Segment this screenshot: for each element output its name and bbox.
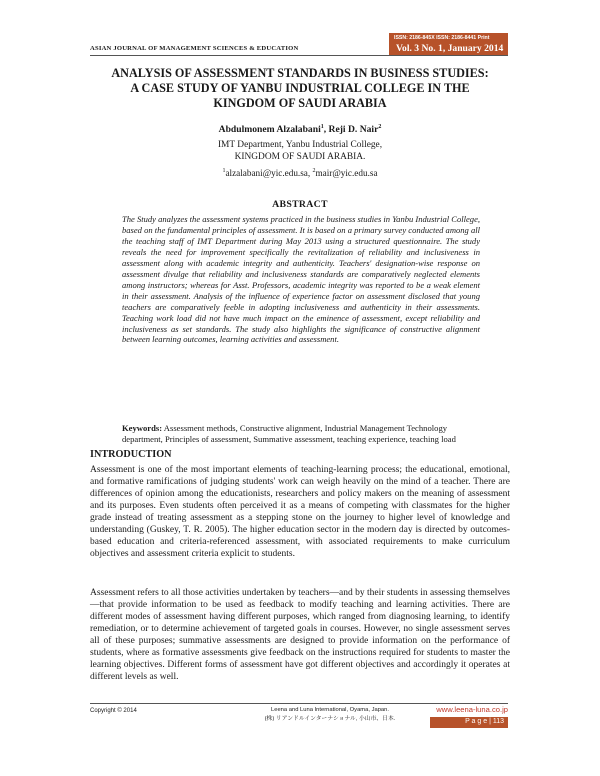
author-affil-mark: 2 (378, 124, 382, 130)
author-separator: , (323, 124, 329, 136)
keywords (122, 423, 480, 446)
page-number-badge (430, 717, 508, 728)
email-link[interactable]: mair@yic.edu.sa (315, 168, 378, 179)
author-emails (90, 168, 510, 178)
affiliation-line: IMT Department, Yanbu Industrial College, (217, 140, 383, 150)
footer-divider (90, 703, 508, 704)
author-name: Reji D. Nair (328, 124, 379, 136)
section-heading: INTRODUCTION (90, 449, 172, 460)
email-mark: 2 (312, 168, 316, 174)
issue-badge (389, 33, 508, 56)
author-affil-mark: 1 (320, 124, 324, 130)
email-separator: , (307, 168, 313, 179)
paper-title (90, 66, 510, 112)
issn-text: ISSN: 2186-845X ISSN: 2186-8441 Print (394, 35, 490, 41)
footer-url[interactable]: www.leena-luna.co.jp (436, 705, 508, 714)
header-divider (90, 55, 508, 56)
title-line: ANALYSIS OF ASSESSMENT STANDARDS IN BUSINESS STUDIES: (111, 66, 489, 80)
footer-publisher (260, 706, 400, 723)
journal-name: ASIAN JOURNAL OF MANAGEMENT SCIENCES & EDUCATION (90, 45, 299, 52)
author-name: Abdulmonem Alzalabani (218, 124, 321, 136)
authors (90, 124, 510, 135)
body-paragraph: Assessment is one of the most important elements of teaching-learning process; the educational, emotional, and formative ramifications of judging students' work can weigh heavily on the mind of a teacher. There are differences of opinion among the educationists, researchers and policy makers on the meaning of assessment and its purposes. Even students often perceived it as a means of competing with classmates for the higher grade instead of treating assessment as a stepping stone on the journey to higher level of knowledge and understanding (Guskey, T. R. 2005). The higher education sector in the modern day is directed by outcomes-based education and criteria-referenced assessment, with associated requirements to make curriculum objectives and assessment criteria explicit to students. (90, 465, 510, 560)
body-paragraph: Assessment refers to all those activities undertaken by teachers—and by their students in assessing themselves—that provide information to be used as feedback to modify teaching and learning activities. There are different modes of assessment having different purposes, which ranged from diagnosing learning, to identify remediation, or to determine achievement of targeted goals in courses. However, no single assessment serves all of these purposes; summative assessments are designed to provide information on the performance of students, where as formative assessments give feedback on the instructions required for students to master the learning objectives. Different forms of assessment have got different objectives and accordingly it operates at different levels as well. (90, 588, 511, 683)
affiliation-line: KINGDOM OF SAUDI ARABIA. (234, 152, 366, 163)
publisher-line: Leena and Luna International, Oyama, Japan. (271, 707, 389, 713)
footer-copyright: Copyright © 2014 (90, 708, 137, 714)
email-mark: 1 (222, 168, 226, 174)
email-link[interactable]: alzalabani@yic.edu.sa (225, 168, 308, 179)
abstract-text: The Study analyzes the assessment systems practiced in the business studies in Yanbu Industrial College, based on the fundamental principles of assessment. It is based on a primary survey conducted among all the teaching staff of IMT Department during May 2013 using a structured questionnaire. The study reveals the need for improvement specifically the revitalization of reliability and inclusiveness in assessment along with academic integrity and authenticity. Teachers' designation-wise response on assessment divulge that reliability and inclusiveness standards are comparatively neglected elements among instructors; whereas for Asst. Professors, academic integrity was reported to be a weak element in their assessment. Analysis of the influence of experience factor on assessment disclosed that young teachers are comparatively feeble in adopting inclusiveness and authenticity in their assessments. Teaching work load did not have much impact on the eminence of assessment, except reliability and inclusiveness as set standards. The study also highlights the significance of constructive alignment between learning outcomes, learning activities and assessment. (122, 214, 480, 345)
keywords-text: Assessment methods, Constructive alignment, Industrial Management Technology department, Principles of assessment, Summative assessment, teaching experience, teaching load (122, 423, 456, 445)
title-line: A CASE STUDY OF YANBU INDUSTRIAL COLLEGE IN THE (130, 81, 470, 96)
affiliation (90, 139, 510, 164)
abstract-heading: ABSTRACT (272, 199, 328, 210)
keywords-label: Keywords: (122, 423, 163, 433)
publisher-line: (株) リアンドルインターナショナル, 小山市、日本. (264, 715, 396, 722)
title-line: KINGDOM OF SAUDI ARABIA (213, 96, 387, 111)
page-number: P a g e | 113 (465, 718, 504, 725)
volume-text: Vol. 3 No. 1, January 2014 (396, 43, 504, 54)
